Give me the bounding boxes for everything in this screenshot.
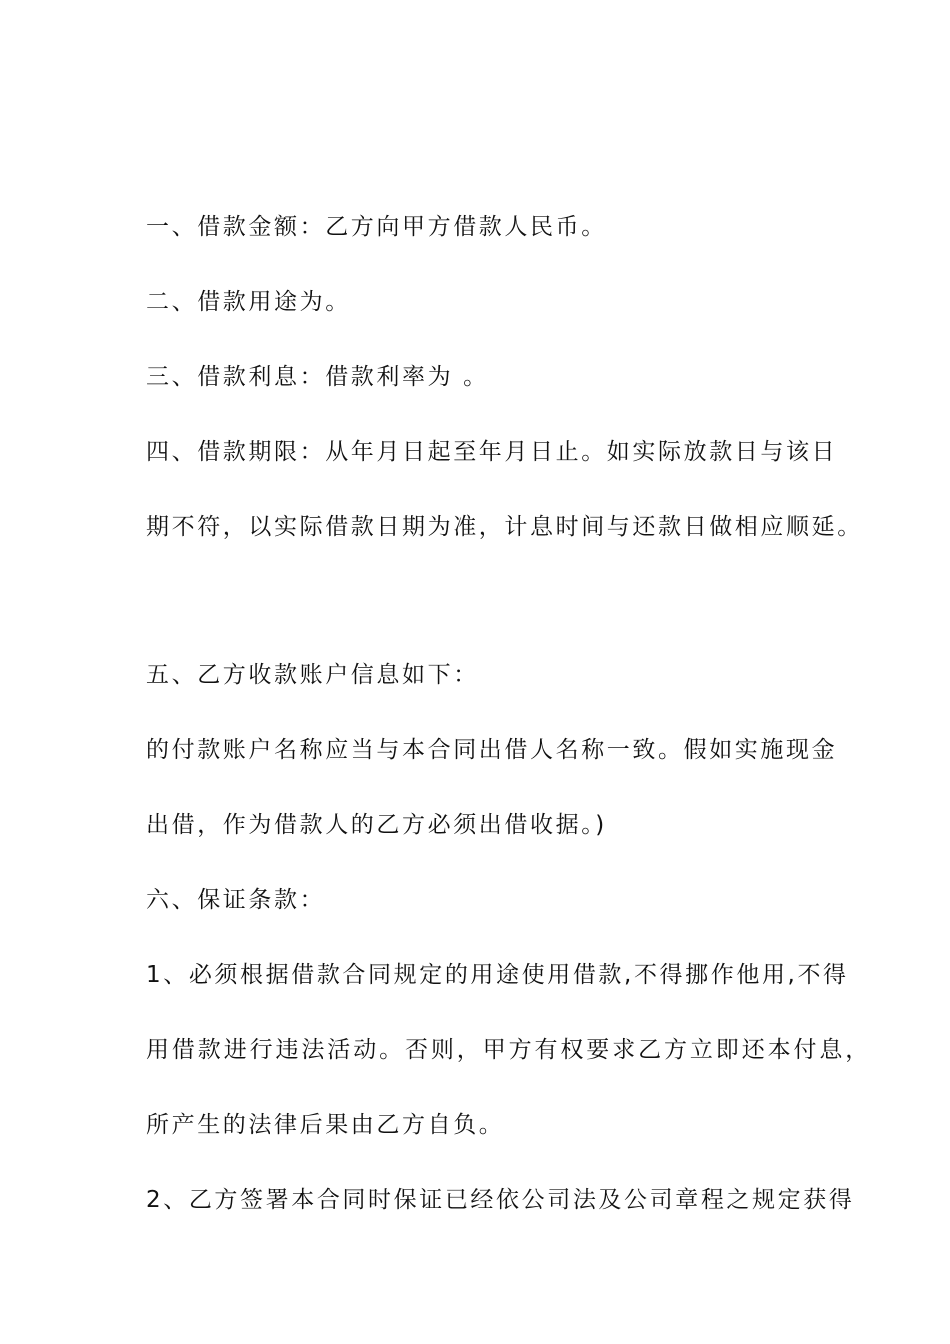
clause-5-account-note-continued: 出借，作为借款人的乙方必须出借收据。) <box>146 812 607 838</box>
guarantee-item-1-end: 所产生的法律后果由乙方自负。 <box>146 1112 505 1138</box>
clause-5-receiving-account: 五、乙方收款账户信息如下： <box>146 662 479 688</box>
clause-4-loan-term-continued: 期不符，以实际借款日期为准，计息时间与还款日做相应顺延。 <box>146 514 863 540</box>
clause-6-guarantee-heading: 六、保证条款： <box>146 887 326 913</box>
clause-4-loan-term: 四、借款期限：从年月日起至年月日止。如实际放款日与该日 <box>146 439 838 465</box>
guarantee-item-1-continued: 用借款进行违法活动。否则，甲方有权要求乙方立即还本付息， <box>146 1037 872 1063</box>
guarantee-item-1: 1、必须根据借款合同规定的用途使用借款,不得挪作他用,不得 <box>146 962 849 988</box>
clause-5-account-note: 的付款账户名称应当与本合同出借人名称一致。假如实施现金 <box>146 737 838 763</box>
guarantee-item-2: 2、乙方签署本合同时保证已经依公司法及公司章程之规定获得 <box>146 1187 855 1213</box>
clause-1-loan-amount: 一、借款金额：乙方向甲方借款人民币。 <box>146 214 607 240</box>
clause-3-loan-interest: 三、借款利息：借款利率为 。 <box>146 364 489 390</box>
clause-2-loan-purpose: 二、借款用途为。 <box>146 289 351 315</box>
